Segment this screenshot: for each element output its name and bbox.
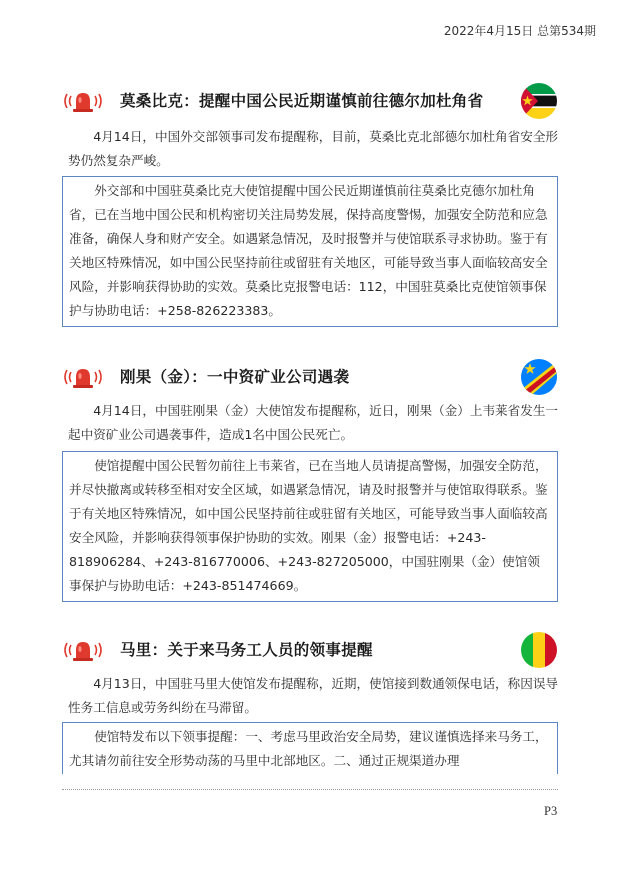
section-intro-paragraph: 4月13日，中国驻马里大使馆发布提醒称，近期，使馆接到数通领保电话，称因误导性务工信息或劳务纠纷在马滞留。 bbox=[68, 676, 559, 715]
dr-congo-flag-icon bbox=[521, 359, 557, 395]
embassy-notice-box: 使馆特发布以下领事提醒：一、考虑马里政治安全局势，建议谨慎选择来马务工，尤其请勿前往安全形势动荡的马里中北部地区。二、通过正规渠道办理 bbox=[62, 722, 558, 774]
alarm-bell-icon bbox=[62, 87, 104, 115]
section-title: 马里：关于来马务工人员的领事提醒 bbox=[120, 641, 373, 659]
mali-flag-icon bbox=[521, 632, 557, 668]
alarm-bell-icon bbox=[62, 636, 104, 664]
alarm-bell-icon bbox=[62, 363, 104, 391]
footer-divider bbox=[62, 789, 558, 790]
issue-date-line: 2022年4月15日 总第534期 bbox=[443, 24, 596, 38]
embassy-notice-box: 外交部和中国驻莫桑比克大使馆提醒中国公民近期谨慎前往莫桑比克德尔加杜角省，已在当地中国公民和机构密切关注局势发展，保持高度警惕，加强安全防范和应急准备，确保人身和财产安全。如遇紧急情况，及时报警并与使馆联系寻求协助。鉴于有关地区特殊情况，如中国公民坚持前往或留驻有关地区，可能导致当事人面临较高安全风险，并影响获得协助的实效。莫桑比克报警电话：112，中国驻莫桑比克使馆领事保护与协助电话：+258-826223383。 bbox=[62, 176, 558, 327]
mozambique-flag-icon bbox=[521, 83, 557, 119]
section-title: 莫桑比克：提醒中国公民近期谨慎前往德尔加杜角省 bbox=[120, 92, 484, 110]
section-intro-paragraph: 4月14日，中国驻刚果（金）大使馆发布提醒称，近日，刚果（金）上韦莱省发生一起中资矿业公司遇袭事件，造成1名中国公民死亡。 bbox=[68, 403, 559, 442]
section-intro-paragraph: 4月14日，中国外交部领事司发布提醒称，目前，莫桑比克北部德尔加杜角省安全形势仍然复杂严峻。 bbox=[68, 129, 559, 168]
embassy-notice-box: 使馆提醒中国公民暂勿前往上韦莱省，已在当地人员请提高警惕，加强安全防范，并尽快撤离或转移至相对安全区域，如遇紧急情况，请及时报警并与使馆取得联系。鉴于有关地区特殊情况，如中国公民坚持前往或驻留有关地区，可能导致当事人面临较高安全风险，并影响获得领事保护协助的实效。刚果（金）报警电话：+243-818906284、+243-816770006、+243-827205000，中国驻刚果（金）使馆领事保护与协助电话：+243-851474669。 bbox=[62, 451, 558, 602]
section-title: 刚果（金）：一中资矿业公司遇袭 bbox=[120, 368, 350, 386]
page-number: P3 bbox=[544, 804, 558, 818]
